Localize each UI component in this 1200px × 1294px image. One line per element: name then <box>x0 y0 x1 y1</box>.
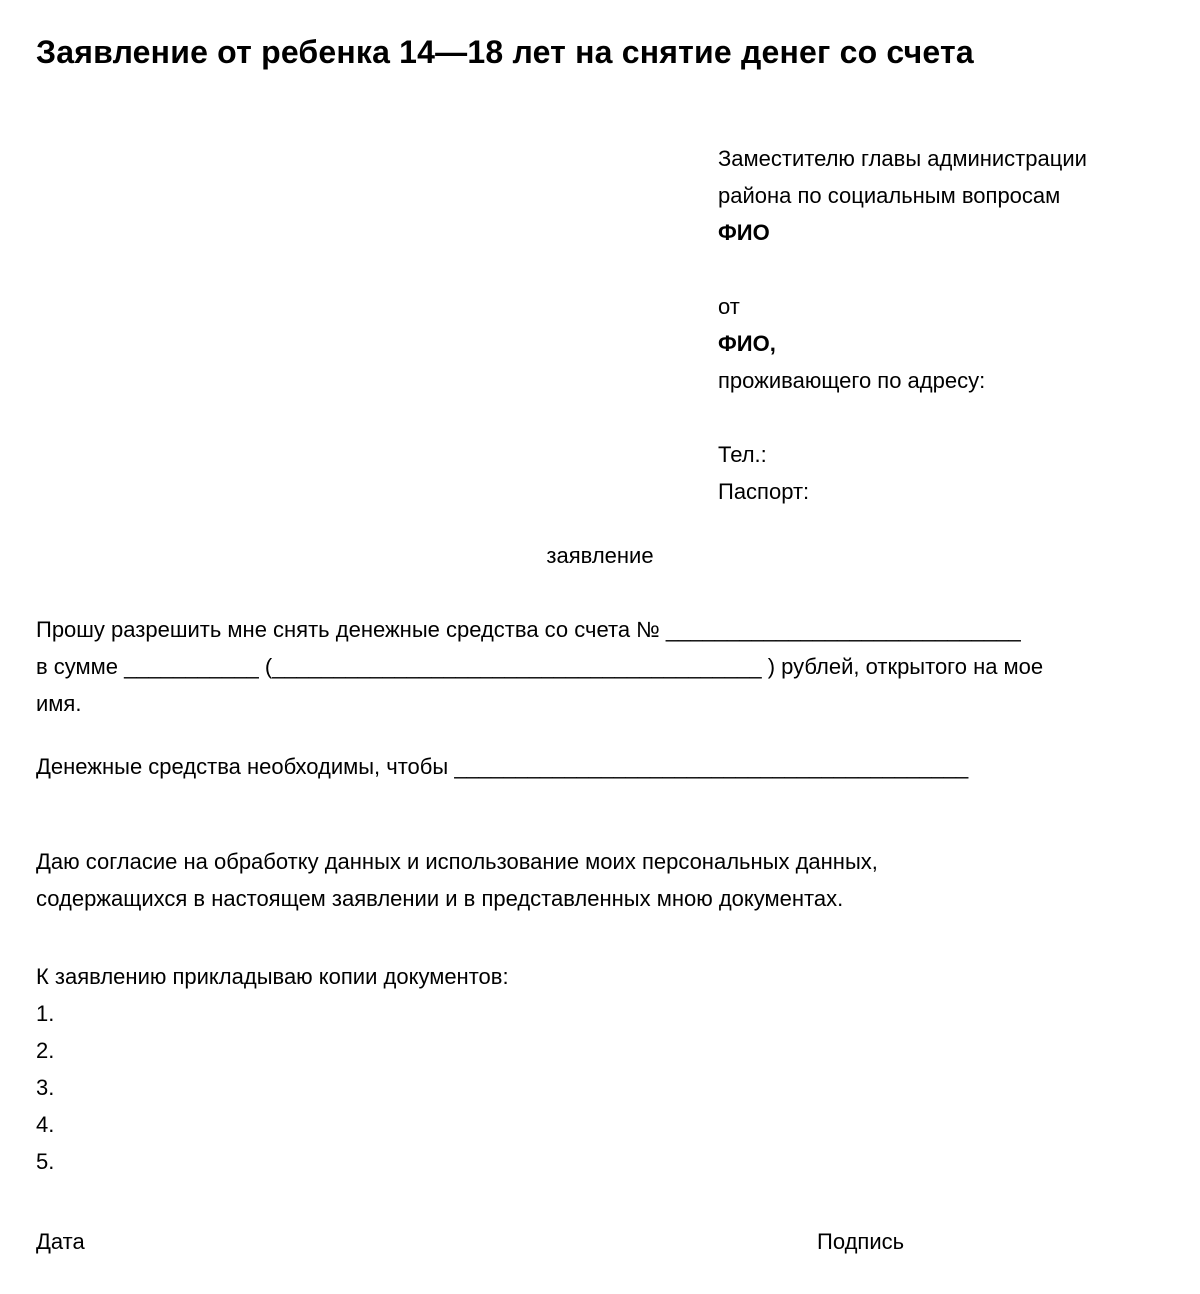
request-line2-post: ) рублей, открытого на мое <box>761 654 1044 679</box>
documents-section <box>36 958 1164 1180</box>
purpose-paragraph <box>36 748 1164 785</box>
date-label: Дата <box>36 1229 85 1254</box>
amount-digits-blank: ___________ <box>124 654 259 679</box>
addressee-to-name: ФИО <box>718 220 770 245</box>
amount-words-blank: ________________________________________ <box>272 654 762 679</box>
addressee-phone-label: Тел.: <box>718 442 767 467</box>
document-item-2: 2. <box>36 1038 55 1063</box>
request-line2-pre: в сумме <box>36 654 125 679</box>
documents-heading: К заявлению прикладываю копии документов: <box>36 964 509 989</box>
document-item-5: 5. <box>36 1149 55 1174</box>
request-line-1 <box>36 611 1164 648</box>
request-line-3: имя. <box>36 691 82 716</box>
application-heading: заявление <box>546 543 654 568</box>
purpose-blank: __________________________________________ <box>454 754 969 779</box>
signature-row <box>36 1223 1164 1260</box>
addressee-passport-label: Паспорт: <box>718 479 810 504</box>
addressee-to-line2: района по социальным вопросам <box>718 183 1061 208</box>
purpose-text: Денежные средства необходимы, чтобы <box>36 754 455 779</box>
addressee-to-line1: Заместителю главы администрации <box>718 146 1087 171</box>
request-paragraph <box>36 611 1164 722</box>
document-item-3: 3. <box>36 1075 55 1100</box>
document-title: Заявление от ребенка 14—18 лет на снятие денег со счета <box>36 34 974 70</box>
consent-line-1: Даю согласие на обработку данных и использование моих персональных данных, <box>36 849 878 874</box>
document-item-1: 1. <box>36 1001 55 1026</box>
addressee-address-label: проживающего по адресу: <box>718 368 986 393</box>
addressee-from-label: от <box>718 294 740 319</box>
purpose-line <box>36 748 1164 785</box>
open-paren: ( <box>258 654 273 679</box>
consent-line-2: содержащихся в настоящем заявлении и в представленных мною документах. <box>36 886 844 911</box>
request-line-2 <box>36 648 1164 685</box>
account-number-blank: _____________________________ <box>665 617 1021 642</box>
signature-label: Подпись <box>817 1229 905 1254</box>
request-line1-text: Прошу разрешить мне снять денежные средства со счета № <box>36 617 666 642</box>
spacer <box>718 399 1164 436</box>
addressee-from-name: ФИО, <box>718 331 776 356</box>
addressee-block <box>718 140 1164 510</box>
document-item-4: 4. <box>36 1112 55 1137</box>
consent-paragraph <box>36 843 1164 917</box>
spacer <box>718 251 1164 288</box>
